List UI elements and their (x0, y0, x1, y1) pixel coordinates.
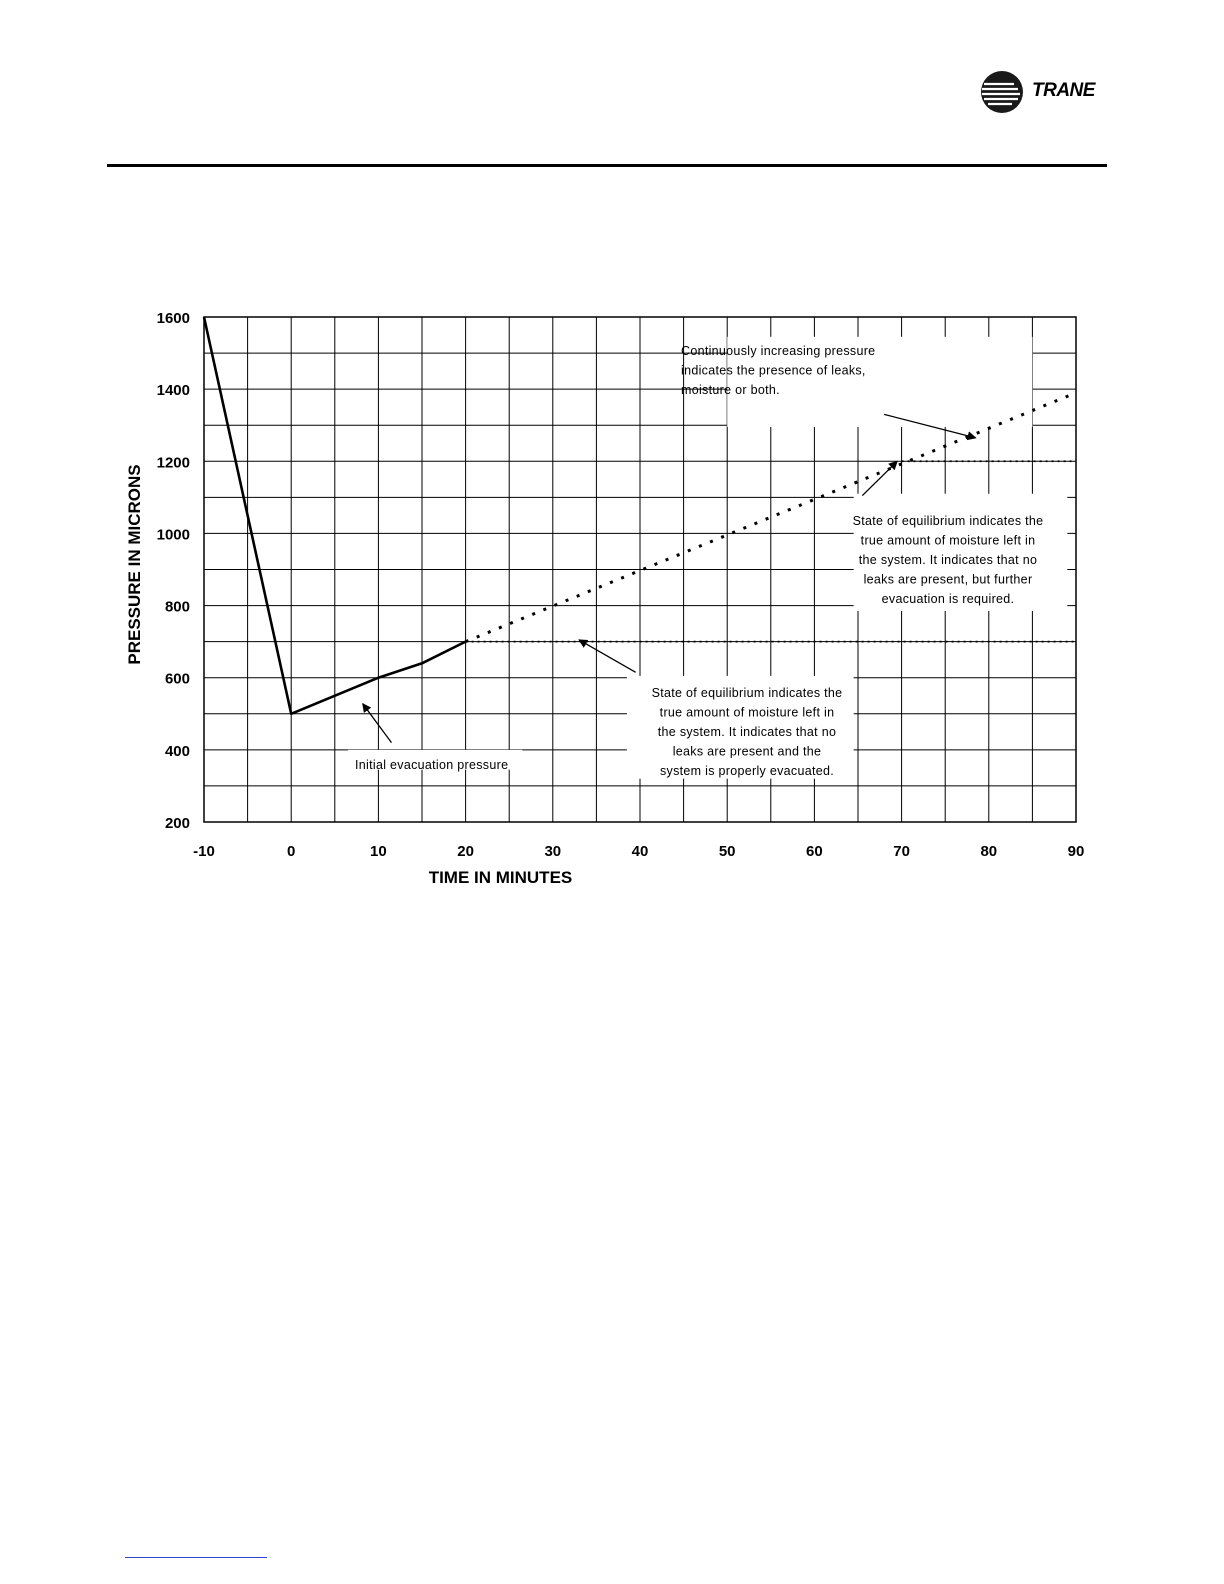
annotation-text-proper: true amount of moisture left in (659, 705, 835, 720)
x-tick-label: 0 (287, 843, 296, 860)
x-tick-label: 60 (806, 843, 823, 860)
x-axis-title: TIME IN MINUTES (428, 868, 573, 887)
y-tick-label: 400 (164, 742, 190, 760)
annotation-text-leaks: Continuously increasing pressure (681, 344, 876, 358)
y-tick-label: 1600 (156, 310, 190, 327)
y-tick-label: 600 (164, 670, 190, 688)
annotation-text-proper: State of equilibrium indicates the (651, 686, 843, 700)
y-tick-label: 1000 (156, 526, 190, 544)
x-tick-label: 80 (980, 843, 998, 860)
y-axis-title: PRESSURE IN MICRONS (125, 464, 144, 665)
y-tick-label: 200 (164, 815, 190, 832)
brand-name: TRANE (1032, 80, 1095, 101)
annotation-text-leaks: indicates the presence of leaks, (681, 363, 866, 378)
annotation-text-proper: leaks are present and the (672, 744, 822, 759)
x-tick-label: 50 (718, 843, 736, 860)
x-tick-label: 70 (893, 843, 910, 860)
annotation-text-further: leaks are present, but further (863, 572, 1033, 587)
footer-rule (125, 1557, 267, 1558)
x-tick-label: 20 (457, 843, 474, 860)
x-tick-label: 30 (544, 843, 562, 860)
annotation-text-proper: system is properly evacuated. (659, 764, 835, 778)
annotation-text-proper: the system. It indicates that no (657, 725, 837, 739)
x-tick-label: 40 (631, 843, 649, 860)
annotation-text-further: the system. It indicates that no (858, 553, 1038, 567)
annotation-text-further: State of equilibrium indicates the (852, 514, 1044, 528)
annotation-text-further: evacuation is required. (881, 592, 1015, 606)
annotation-text-further: true amount of moisture left in (860, 533, 1036, 548)
y-tick-label: 1200 (156, 454, 190, 472)
x-tick-label: -10 (193, 843, 215, 860)
x-tick-label: 90 (1067, 843, 1085, 860)
y-tick-label: 1400 (156, 382, 190, 400)
x-tick-label: 10 (370, 843, 387, 860)
annotation-text-leaks: moisture or both. (681, 383, 780, 397)
y-tick-label: 800 (164, 598, 190, 616)
annotation-text-initial: Initial evacuation pressure (355, 758, 509, 772)
